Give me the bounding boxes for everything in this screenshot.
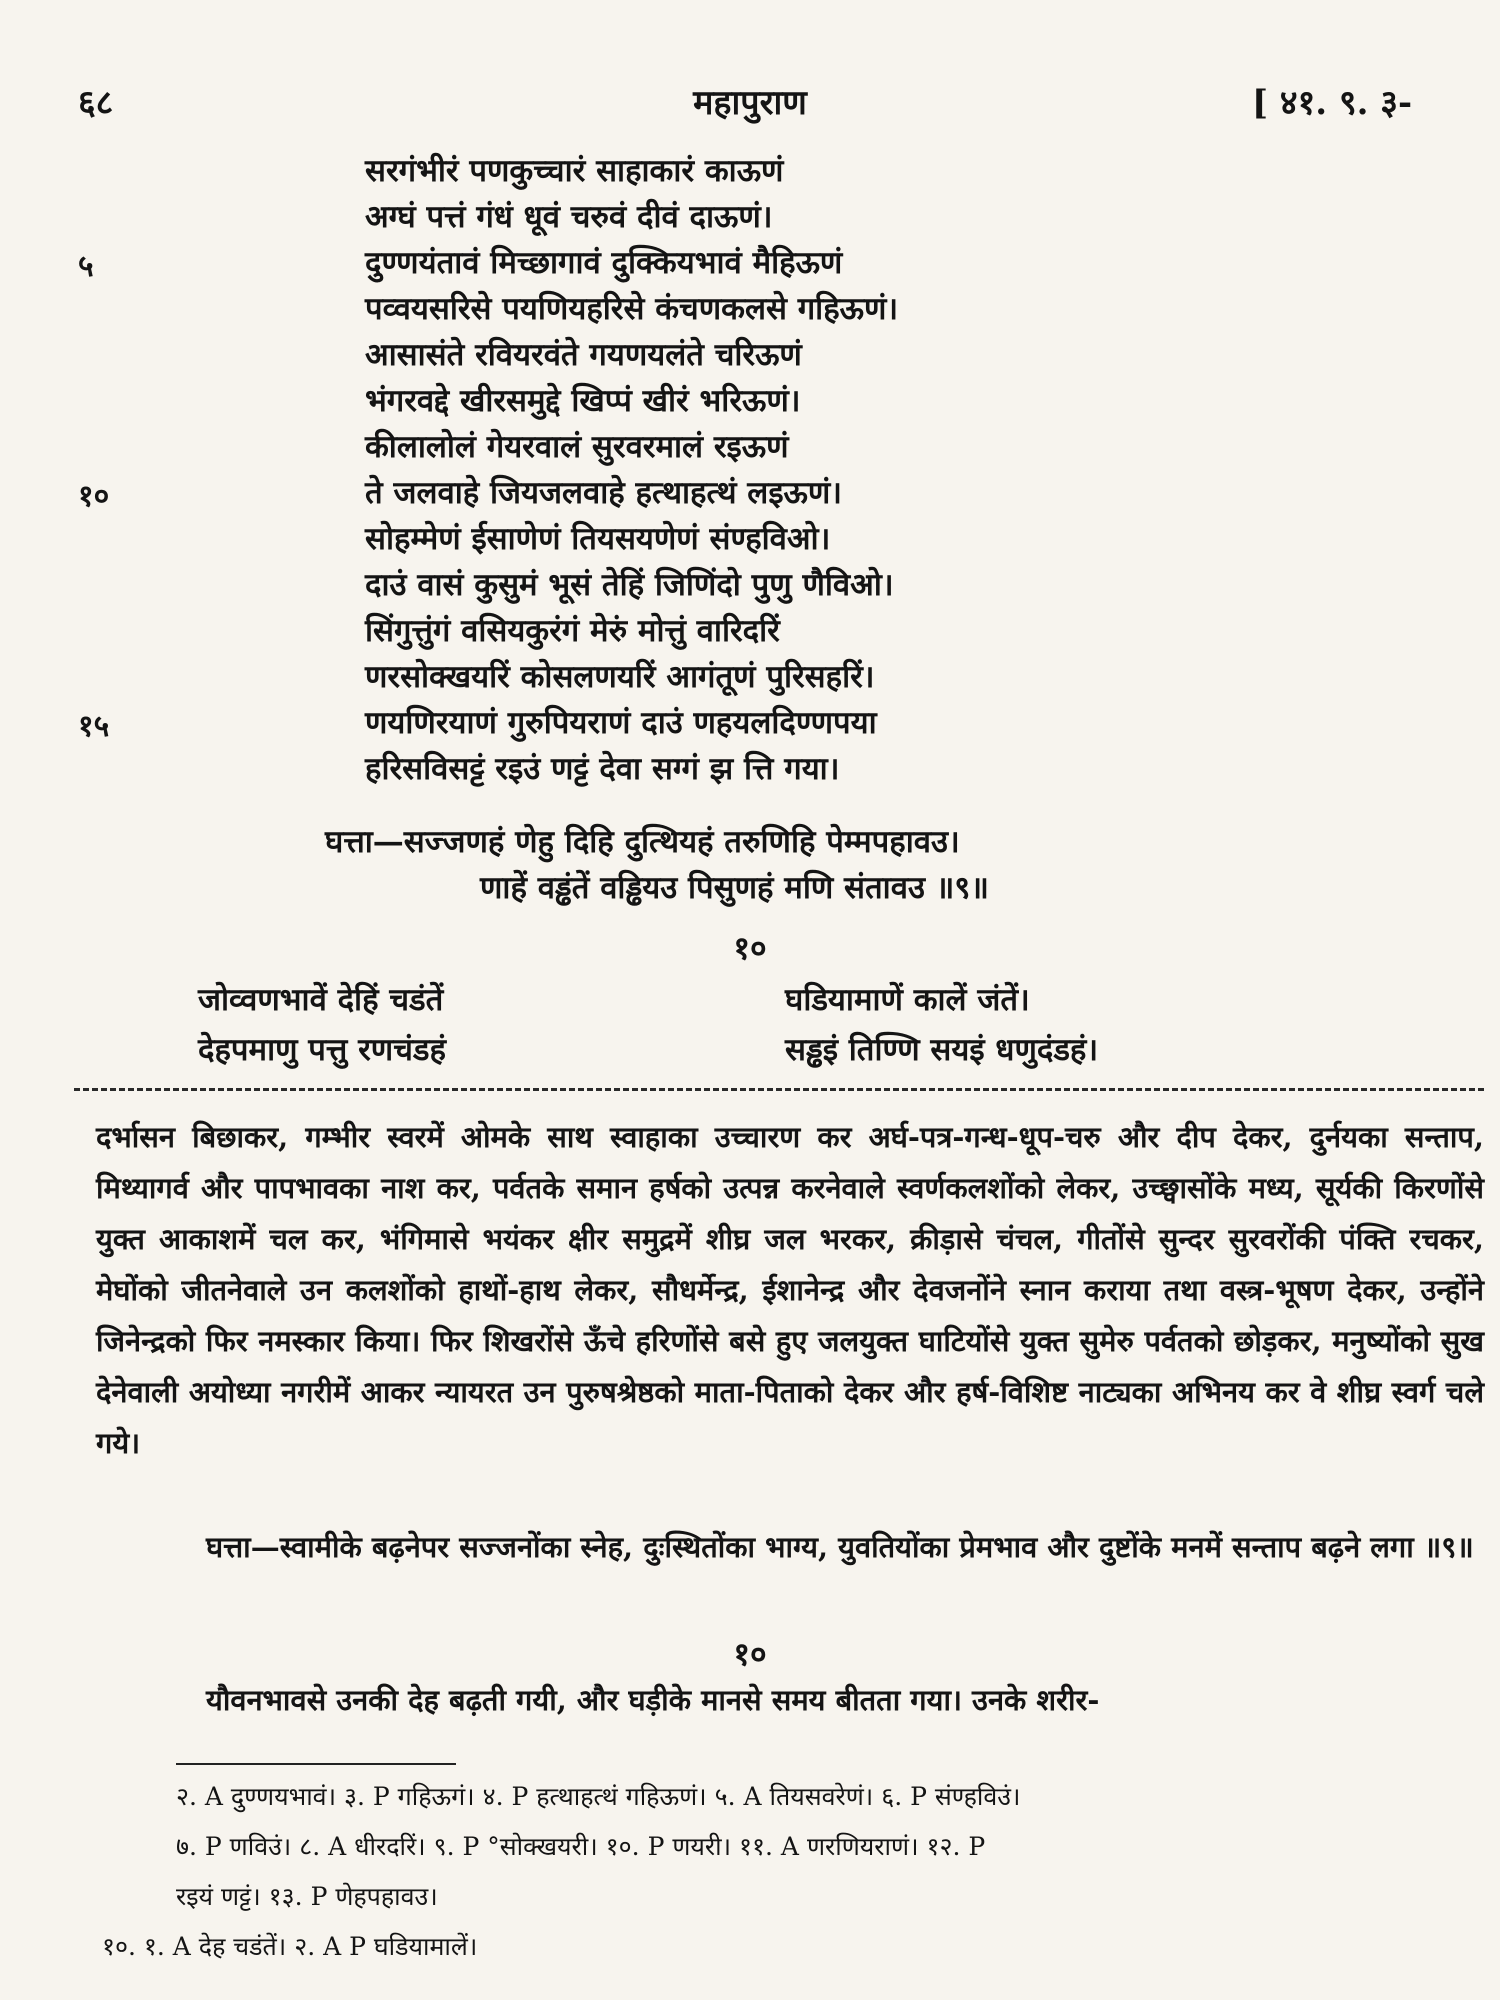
page-title: महापुराण [693, 83, 807, 123]
verse-line: सरगंभीरं पणकुच्चारं साहाकारं काऊणं [365, 153, 784, 189]
verse-line: दुण्णयंतावं मिच्छागावं दुक्कियभावं मैहिऊणं [365, 245, 843, 281]
footnote-line: १०. १. A देह चडंतें। २. A P घडियामालें। [102, 1932, 478, 1961]
verse-line: सिंगुत्तुंगं वसियकुरंगं मेरुं मोत्तुं वारिदरिं [365, 613, 780, 649]
line-number: ५ [78, 249, 94, 284]
verse-reference: [ ४१. ९. ३- [1252, 83, 1413, 123]
section-verse-right: सड्ढइं तिण्णि सयइं धणुदंडहं। [785, 1032, 1099, 1068]
verse-line: हरिसविसट्टं रइउं णट्टं देवा सग्गं झ त्ति गया। [365, 751, 840, 787]
verse-line: णरसोक्खयरिं कोसलणयरिं आगंतूणं पुरिसहरिं। [365, 659, 875, 695]
verse-line: णयणिरयाणं गुरुपियराणं दाउं णहयलदिण्णपया [365, 705, 877, 741]
section-verse-left: देहपमाणु पत्तु रणचंडहं [198, 1032, 446, 1068]
section-number: १० [733, 1635, 767, 1673]
line-number: १० [78, 479, 110, 514]
ghatta-verse-line: घत्ता—सज्जणहं णेहु दिहि दुत्थियहं तरुणिहि पेम्मपहावउ। [325, 824, 960, 860]
footnote-rule [176, 1763, 456, 1765]
translation-paragraph: दर्भासन बिछाकर, गम्भीर स्वरमें ओमके साथ स्वाहाका उच्चारण कर अर्घ-पत्र-गन्ध-धूप-चरु और दीप देकर, दुर्नयका सन्ताप, मिथ्यागर्व और पापभावका नाश कर, पर्वतके समान हर्षको उत्पन्न करनेवाले स्वर्णकलशोंको लेकर, उच्छ्वासोंके मध्य, सूर्यकी किरणोंसे युक्त आकाशमें चल कर, भंगिमासे भयंकर क्षीर समुद्रमें शीघ्र जल भरकर, क्रीड़ासे चंचल, गीतोंसे सुन्दर सुरवरोंकी पंक्ति रचकर, मेघोंको जीतनेवाले उन कलशोंको हाथों-हाथ लेकर, सौधर्मेन्द्र, ईशानेन्द्र और देवजनोंने स्नान कराया तथा वस्त्र-भूषण देकर, उन्होंने जिनेन्द्रको फिर नमस्कार किया। फिर शिखरोंसे ऊँचे हरिणोंसे बसे हुए जलयुक्त घाटियोंसे युक्त सुमेरु पर्वतको छोड़कर, मनुष्योंको सुख देनेवाली अयोध्या नगरीमें आकर न्यायरत उन पुरुषश्रेष्ठको माता-पिताको देकर और हर्ष-विशिष्ट नाट्यका अभिनय कर वे शीघ्र स्वर्ग चले गये। [96, 1120, 1484, 1460]
verse-line: सोहम्मेणं ईसाणेणं तियसयणेणं संण्हविओ। [365, 521, 831, 557]
page-number: ६८ [78, 83, 114, 123]
verse-line: ते जलवाहे जियजलवाहे हत्थाहत्थं लइऊणं। [365, 475, 843, 511]
section-verse-left: जोव्वणभावें देहिं चडंतें [198, 982, 444, 1018]
section-verse-right: घडियामाणें कालें जंतें। [785, 982, 1030, 1018]
separator-line [74, 1088, 1484, 1100]
verse-line: आसासंते रवियरवंते गयणयलंते चरिऊणं [365, 337, 802, 373]
ghatta-translation: घत्ता—स्वामीके बढ़नेपर सज्जनोंका स्नेह, दुःस्थितोंका भाग्य, युवतियोंका प्रेमभाव और दुष्टोंके मनमें सन्ताप बढ़ने लगा ॥९॥ [206, 1530, 1474, 1564]
verse-line: भंगरवद्दे खीरसमुद्दे खिप्पं खीरं भरिऊणं। [365, 383, 801, 419]
ghatta-verse-line: णाहें वड्ढंतें वड्ढियउ पिसुणहं मणि संतावउ ॥९॥ [480, 870, 989, 906]
footnote-line: २. A दुण्णयभावं। ३. P गहिऊगं। ४. P हत्थाहत्थं गहिऊणं। ५. A तियसवरेणं। ६. P संण्हविउं। [176, 1782, 1021, 1811]
footnote-line: रइयं णट्टं। १३. P णेहपहावउ। [176, 1882, 438, 1911]
verse-line: कीलालोलं गेयरवालं सुरवरमालं रइऊणं [365, 429, 789, 465]
footnote-line: ७. P णविउं। ८. A धीरदरिं। ९. P °सोक्खयरी। १०. P णयरी। ११. A णरणियराणं। १२. P [176, 1832, 986, 1861]
section-translation: यौवनभावसे उनकी देह बढ़ती गयी, और घड़ीके मानसे समय बीतता गया। उनके शरीर- [206, 1683, 1100, 1717]
line-number: १५ [78, 709, 110, 744]
verse-line: अग्घं पत्तं गंधं धूवं चरुवं दीवं दाऊणं। [365, 199, 773, 235]
verse-line: दाउं वासं कुसुमं भूसं तेहिं जिणिंदो पुणु णैविओ। [365, 567, 894, 603]
section-number: १० [733, 929, 767, 967]
verse-line: पव्वयसरिसे पयणियहरिसे कंचणकलसे गहिऊणं। [365, 291, 899, 327]
